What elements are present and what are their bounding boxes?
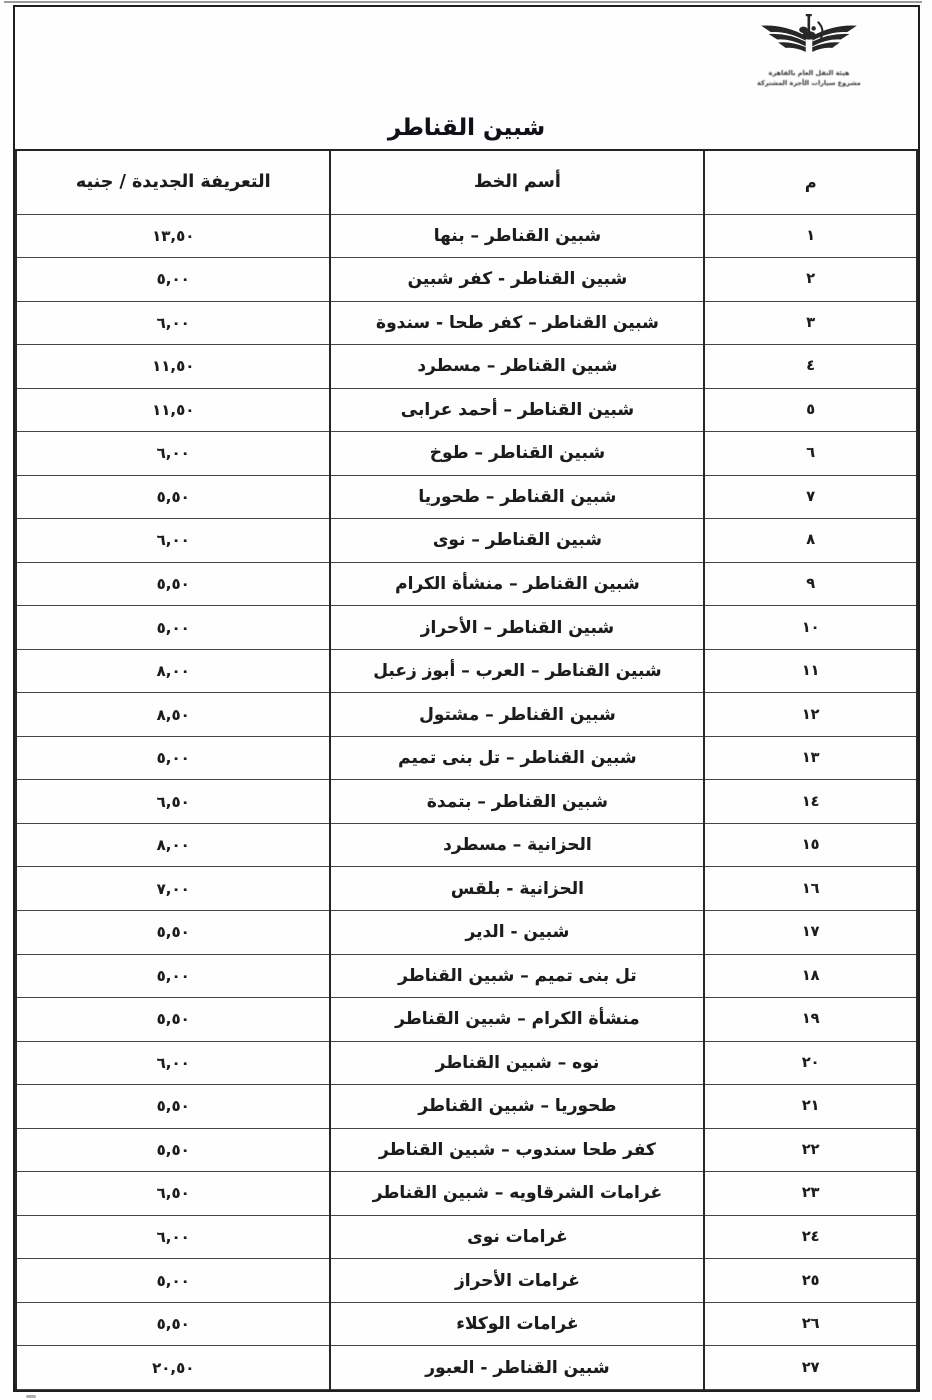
tariff-cell: ١١,٥٠ bbox=[16, 388, 330, 432]
row-index-cell: ١٤ bbox=[704, 780, 917, 824]
tariff-cell: ٥,٥٠ bbox=[16, 475, 330, 519]
table-row bbox=[16, 1128, 917, 1172]
row-index-cell: ٩ bbox=[704, 562, 917, 606]
tariff-cell: ٦,٠٠ bbox=[16, 519, 330, 563]
table-row bbox=[16, 388, 917, 432]
tariff-cell: ٥,٥٠ bbox=[16, 1302, 330, 1346]
row-index-cell: ١٩ bbox=[704, 998, 917, 1042]
tariff-cell: ٥,٠٠ bbox=[16, 258, 330, 302]
table-row bbox=[16, 345, 917, 389]
line-name-cell: شبين القناطر – العرب – أبوز زعبل bbox=[330, 649, 704, 693]
tariff-cell: ٦,٠٠ bbox=[16, 1041, 330, 1085]
table-row bbox=[16, 823, 917, 867]
row-index-cell: ١٣ bbox=[704, 736, 917, 780]
line-name-cell: غرامات الوكلاء bbox=[330, 1302, 704, 1346]
tariff-cell: ٥,٠٠ bbox=[16, 736, 330, 780]
row-index-cell: ٢٥ bbox=[704, 1259, 917, 1303]
tariff-cell: ٥,٠٠ bbox=[16, 606, 330, 650]
header-line-name-cell: أسم الخط bbox=[330, 150, 704, 214]
row-index-cell: ١٢ bbox=[704, 693, 917, 737]
row-index-cell: ٢٠ bbox=[704, 1041, 917, 1085]
line-name-cell: شبين - الدير bbox=[330, 911, 704, 955]
table-row bbox=[16, 432, 917, 476]
row-index-cell: ٣ bbox=[704, 301, 917, 345]
line-name-cell: غرامات نوى bbox=[330, 1215, 704, 1259]
line-name-cell: شبين القناطر – تل بنى تميم bbox=[330, 736, 704, 780]
table-row bbox=[16, 954, 917, 998]
tariff-cell: ٥,٥٠ bbox=[16, 562, 330, 606]
row-index-cell: ١٠ bbox=[704, 606, 917, 650]
header-tariff-cell: التعريفة الجديدة / جنيه bbox=[16, 150, 330, 214]
row-index-cell: ٦ bbox=[704, 432, 917, 476]
line-name-cell: شبين القناطر – نوى bbox=[330, 519, 704, 563]
table-row bbox=[16, 519, 917, 563]
line-name-cell: شبين القناطر - العبور bbox=[330, 1346, 704, 1390]
row-index-cell: ٥ bbox=[704, 388, 917, 432]
table-row bbox=[16, 1346, 917, 1390]
org-logo bbox=[750, 13, 868, 89]
logo-caption-line2: مشروع سيارات الأجرة المشتركة bbox=[757, 79, 861, 88]
fare-table-body bbox=[16, 214, 917, 1390]
tariff-cell: ١٣,٥٠ bbox=[16, 214, 330, 258]
table-row bbox=[16, 301, 917, 345]
table-row bbox=[16, 867, 917, 911]
line-name-cell: نوه – شبين القناطر bbox=[330, 1041, 704, 1085]
tariff-cell: ٨,٥٠ bbox=[16, 693, 330, 737]
scan-artifact-speck bbox=[26, 1395, 36, 1398]
table-row bbox=[16, 1302, 917, 1346]
table-row bbox=[16, 1085, 917, 1129]
row-index-cell: ١٨ bbox=[704, 954, 917, 998]
document-header bbox=[15, 7, 918, 149]
row-index-cell: ٢ bbox=[704, 258, 917, 302]
line-name-cell: شبين القناطر – طوخ bbox=[330, 432, 704, 476]
line-name-cell: شبين القناطر – بنها bbox=[330, 214, 704, 258]
tariff-cell: ٦,٠٠ bbox=[16, 432, 330, 476]
tariff-cell: ٦,٥٠ bbox=[16, 780, 330, 824]
table-header-row bbox=[16, 150, 917, 214]
logo-caption bbox=[750, 68, 868, 89]
page-title: شبين القناطر bbox=[387, 115, 546, 141]
table-row bbox=[16, 693, 917, 737]
row-index-cell: ٢٢ bbox=[704, 1128, 917, 1172]
table-row bbox=[16, 606, 917, 650]
tariff-cell: ٧,٠٠ bbox=[16, 867, 330, 911]
line-name-cell: غرامات الأحراز bbox=[330, 1259, 704, 1303]
line-name-cell: شبين القناطر - كفر شبين bbox=[330, 258, 704, 302]
table-row bbox=[16, 649, 917, 693]
row-index-cell: ٢٦ bbox=[704, 1302, 917, 1346]
tariff-cell: ٦,٠٠ bbox=[16, 1215, 330, 1259]
row-index-cell: ٢١ bbox=[704, 1085, 917, 1129]
row-index-cell: ٢٣ bbox=[704, 1172, 917, 1216]
table-row bbox=[16, 1172, 917, 1216]
table-row bbox=[16, 214, 917, 258]
table-row bbox=[16, 1259, 917, 1303]
table-row bbox=[16, 911, 917, 955]
row-index-cell: ٨ bbox=[704, 519, 917, 563]
line-name-cell: شبين القناطر – مشتول bbox=[330, 693, 704, 737]
row-index-cell: ١ bbox=[704, 214, 917, 258]
line-name-cell: شبين القناطر – كفر طحا - سندوة bbox=[330, 301, 704, 345]
table-row bbox=[16, 780, 917, 824]
row-index-cell: ٢٤ bbox=[704, 1215, 917, 1259]
table-row bbox=[16, 1041, 917, 1085]
tariff-cell: ٨,٠٠ bbox=[16, 823, 330, 867]
row-index-cell: ١٥ bbox=[704, 823, 917, 867]
tariff-cell: ١١,٥٠ bbox=[16, 345, 330, 389]
line-name-cell: الحزانية – مسطرد bbox=[330, 823, 704, 867]
tariff-cell: ٥,٥٠ bbox=[16, 998, 330, 1042]
table-row bbox=[16, 1215, 917, 1259]
line-name-cell: الحزانية - بلقس bbox=[330, 867, 704, 911]
row-index-cell: ١٦ bbox=[704, 867, 917, 911]
table-row bbox=[16, 258, 917, 302]
tariff-cell: ٥,٥٠ bbox=[16, 911, 330, 955]
fare-table bbox=[15, 149, 918, 1390]
line-name-cell: شبين القناطر – طحوريا bbox=[330, 475, 704, 519]
line-name-cell: شبين القناطر – منشأة الكرام bbox=[330, 562, 704, 606]
winged-emblem-icon bbox=[757, 13, 861, 67]
table-row bbox=[16, 562, 917, 606]
logo-caption-line1: هيئة النقل العام بالقاهرة bbox=[768, 69, 850, 77]
line-name-cell: شبين القناطر – بتمدة bbox=[330, 780, 704, 824]
line-name-cell: شبين القناطر – مسطرد bbox=[330, 345, 704, 389]
line-name-cell: شبين القناطر – الأحراز bbox=[330, 606, 704, 650]
page-frame bbox=[13, 5, 920, 1392]
table-row bbox=[16, 475, 917, 519]
tariff-cell: ٥,٥٠ bbox=[16, 1128, 330, 1172]
scan-artifact-line bbox=[4, 1, 922, 3]
line-name-cell: غرامات الشرقاويه – شبين القناطر bbox=[330, 1172, 704, 1216]
line-name-cell: كفر طحا سندوب – شبين القناطر bbox=[330, 1128, 704, 1172]
row-index-cell: ٤ bbox=[704, 345, 917, 389]
line-name-cell: طحوريا – شبين القناطر bbox=[330, 1085, 704, 1129]
header-index-cell: م bbox=[704, 150, 917, 214]
tariff-cell: ٢٠,٥٠ bbox=[16, 1346, 330, 1390]
line-name-cell: شبين القناطر – أحمد عرابى bbox=[330, 388, 704, 432]
tariff-cell: ٥,٠٠ bbox=[16, 954, 330, 998]
line-name-cell: تل بنى تميم – شبين القناطر bbox=[330, 954, 704, 998]
table-row bbox=[16, 736, 917, 780]
table-row bbox=[16, 998, 917, 1042]
tariff-cell: ٥,٥٠ bbox=[16, 1085, 330, 1129]
tariff-cell: ٨,٠٠ bbox=[16, 649, 330, 693]
tariff-cell: ٥,٠٠ bbox=[16, 1259, 330, 1303]
tariff-cell: ٦,٥٠ bbox=[16, 1172, 330, 1216]
line-name-cell: منشأة الكرام – شبين القناطر bbox=[330, 998, 704, 1042]
row-index-cell: ٧ bbox=[704, 475, 917, 519]
row-index-cell: ٢٧ bbox=[704, 1346, 917, 1390]
row-index-cell: ١٧ bbox=[704, 911, 917, 955]
tariff-cell: ٦,٠٠ bbox=[16, 301, 330, 345]
row-index-cell: ١١ bbox=[704, 649, 917, 693]
